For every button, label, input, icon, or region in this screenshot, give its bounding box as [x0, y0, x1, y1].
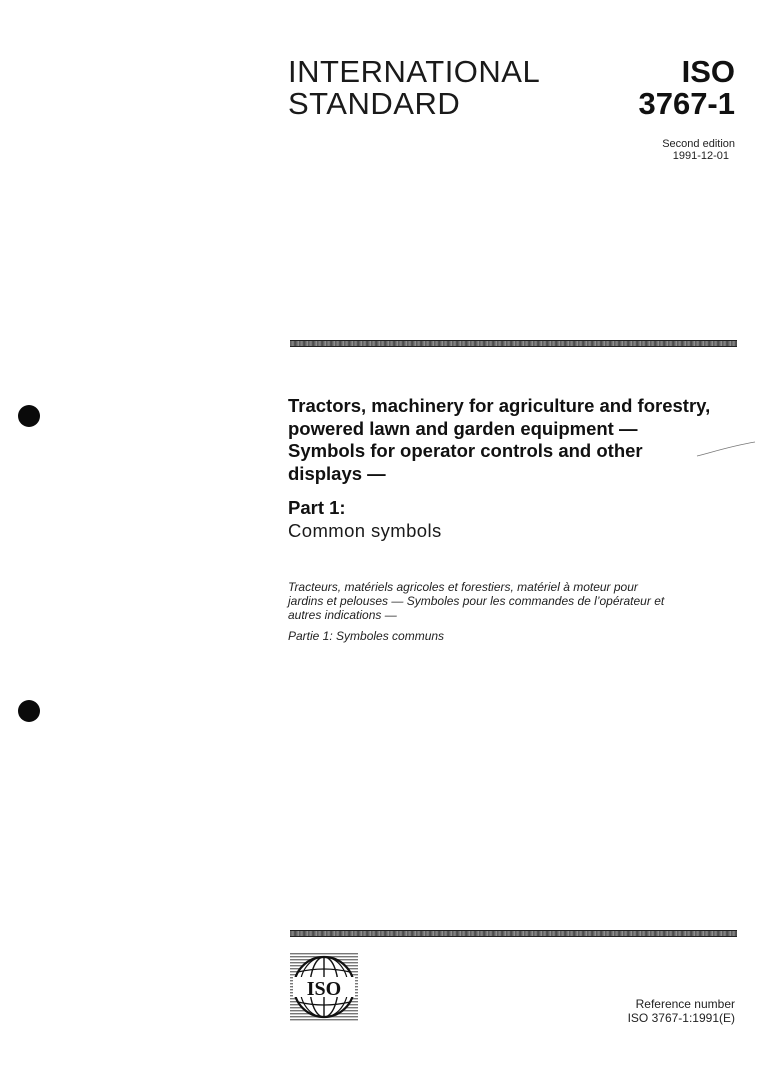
top-divider: [290, 340, 737, 347]
document-type: [288, 56, 540, 120]
edition-info: [662, 138, 735, 162]
binder-hole-bottom: [18, 700, 40, 722]
iso-logo-text: ISO: [306, 978, 342, 1000]
document-title: [288, 395, 748, 485]
french-part: Partie 1: Symboles communs: [288, 629, 445, 643]
standard-org: ISO: [681, 54, 735, 89]
binder-hole-top: [18, 405, 40, 427]
document-type-line-2: STANDARD: [288, 86, 461, 121]
iso-globe-logo-icon: [290, 953, 358, 1021]
reference-number: ISO 3767-1:1991(E): [627, 1011, 735, 1025]
part-title: Common symbols: [288, 520, 442, 541]
pen-mark-decoration: [695, 440, 757, 460]
standard-code: 3767-1: [638, 86, 735, 121]
document-type-line-1: INTERNATIONAL: [288, 54, 541, 89]
edition-label: Second edition: [662, 138, 735, 150]
title-line-1: Tractors, machinery for agriculture and forestry,: [288, 395, 711, 416]
title-line-2: powered lawn and garden equipment —: [288, 417, 638, 439]
part-label: Part 1:: [288, 497, 346, 518]
french-title-line-1: Tracteurs, matériels agricoles et forestiers, matériel à moteur pour: [288, 580, 638, 594]
edition-date: 1991-12-01: [672, 150, 729, 162]
standard-number: [638, 56, 735, 120]
french-title-line-2: jardins et pelouses — Symboles pour les commandes de l’opérateur et: [288, 594, 665, 609]
french-title-line-3: autres indications —: [288, 608, 397, 623]
title-line-3: Symbols for operator controls and other: [288, 440, 643, 461]
bottom-divider: [290, 930, 737, 937]
french-title: [288, 580, 748, 623]
title-line-4: displays —: [288, 462, 386, 484]
reference-label: Reference number: [635, 997, 735, 1011]
reference-block: [628, 997, 735, 1025]
